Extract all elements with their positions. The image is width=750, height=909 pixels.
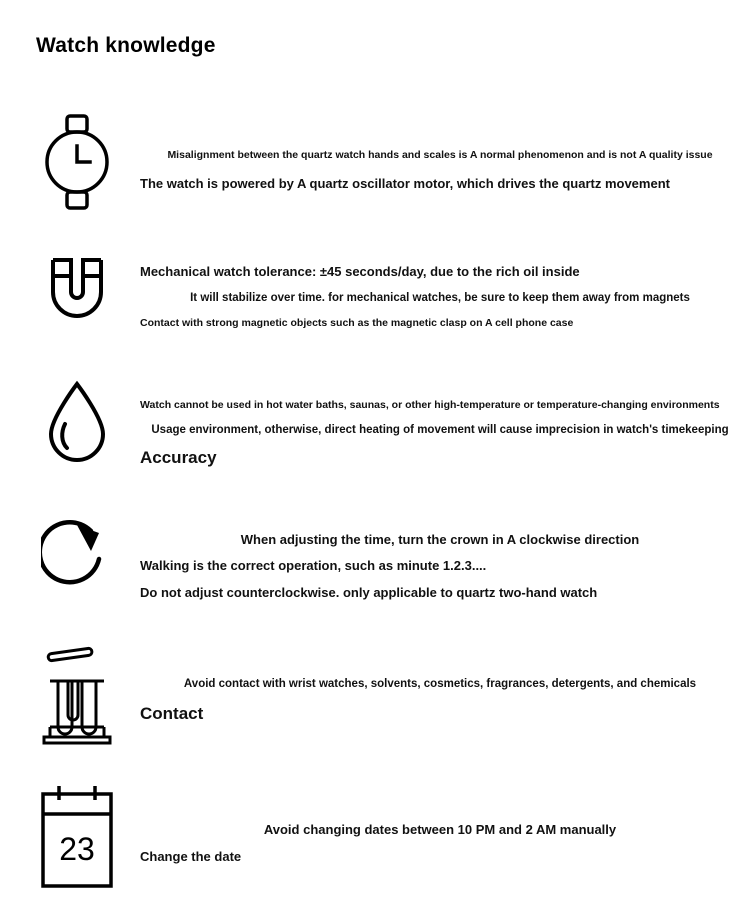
section-magnetism-text [140,262,740,332]
text-line: Mechanical watch tolerance: ±45 seconds/day, due to the rich oil inside [140,264,580,279]
watch-icon [34,112,120,212]
text-line: Avoid contact with wrist watches, solvents, cosmetics, fragrances, detergents, and chemicals [183,678,697,690]
section-date-change-text [140,820,740,866]
page-title: Watch knowledge [36,34,216,57]
clockwise-arrow-icon-graphic [41,519,113,599]
text-line: Misalignment between the quartz watch hands and scales is A normal phenomenon and is not A quality issue [167,149,713,161]
text-line: When adjusting the time, turn the crown in A clockwise direction [240,532,640,547]
section-quartz-watch-text [140,148,740,193]
water-drop-icon [34,378,120,468]
magnet-icon-graphic [39,256,115,328]
section-time-setting-text [140,530,740,603]
section-heading: Contact [140,704,204,724]
text-line: Watch cannot be used in hot water baths, saunas, or other high-temperature or temperature-changing environments [140,399,720,411]
calendar-icon [34,782,120,892]
test-tubes-icon [34,640,120,750]
text-line: Change the date [140,848,242,864]
text-line: Do not adjust counterclockwise. only applicable to quartz two-hand watch [140,585,598,600]
magnet-icon [34,252,120,332]
text-line: Walking is the correct operation, such as minute 1.2.3.... [140,557,487,573]
section-heading: Accuracy [140,448,217,467]
test-tubes-icon-graphic [34,641,120,749]
text-line: It will stabilize over time. for mechanical watches, be sure to keep them away from magnets [190,291,690,304]
watch-icon-graphic [41,114,113,210]
text-line: Avoid changing dates between 10 PM and 2 AM manually [263,822,617,837]
calendar-day-number: 23 [59,831,95,867]
water-drop-icon-graphic [45,380,109,466]
clockwise-arrow-icon [34,516,120,602]
text-line: Contact with strong magnetic objects such as the magnetic clasp on A cell phone case [140,316,574,329]
text-line: The watch is powered by A quartz oscillator motor, which drives the quartz movement [140,175,670,191]
section-contact-text [140,676,740,727]
calendar-icon-graphic [39,784,115,890]
text-line: Usage environment, otherwise, direct heating of movement will cause imprecision in watch's timekeeping [151,423,729,436]
section-accuracy-text [140,398,740,471]
